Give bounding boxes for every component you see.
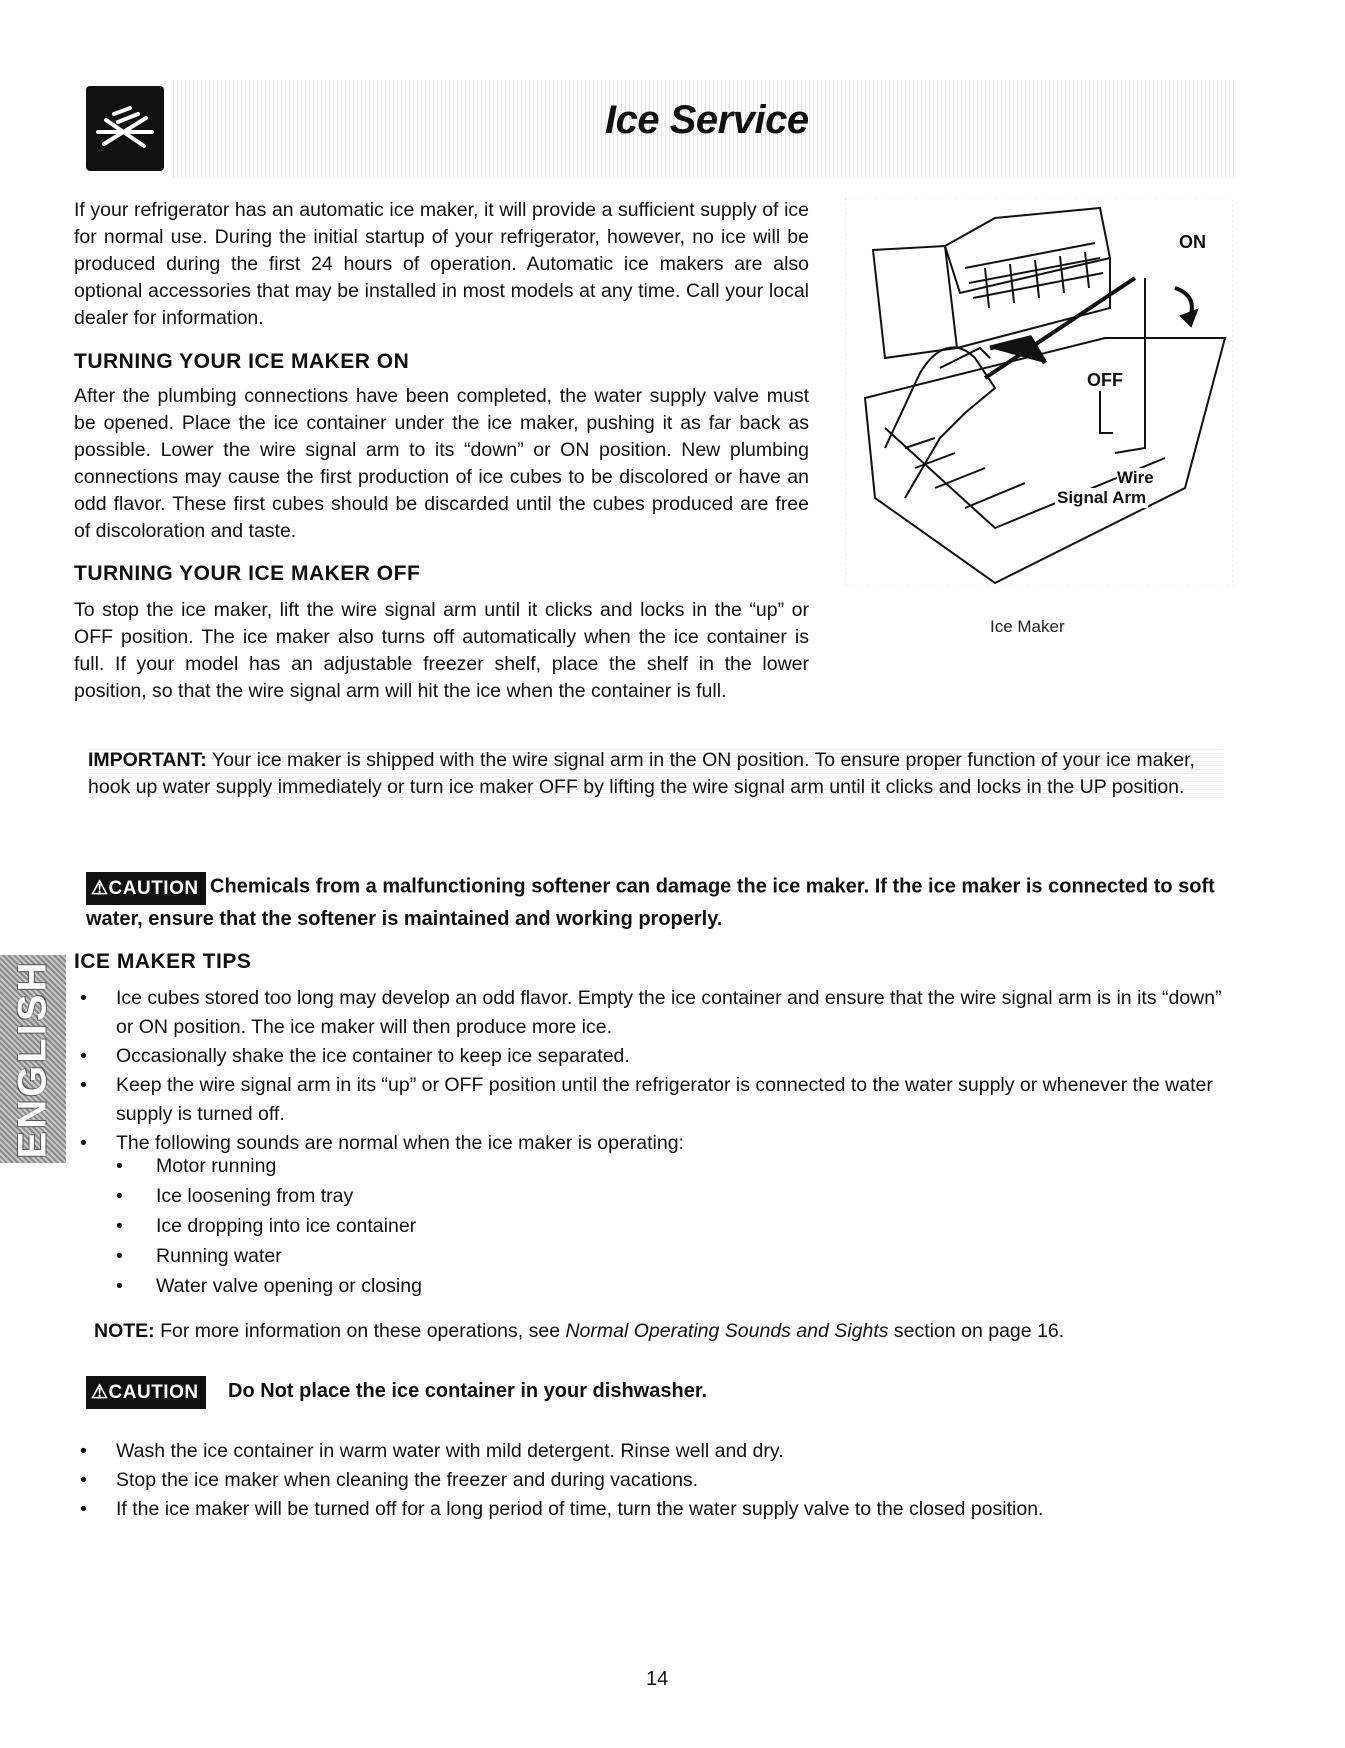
section-body-on: After the plumbing connections have been completed, the water supply valve must be opened. Place the ice container under the ice maker, pushing it as far back as possible. Lower the wire signal arm to its “down” or ON position. New plumbing connections may cause the first production of ice cubes to be discolored or have an odd flavor. These first cubes should be discarded until the cubes produced are free of discoloration and taste. xyxy=(74,385,809,542)
list-item: • The following sounds are normal when the ice maker is operating: xyxy=(76,1129,1236,1158)
note-reference: Normal Operating Sounds and Sights xyxy=(565,1320,889,1342)
snowflake-logo-icon xyxy=(86,86,164,171)
label-wire: Wire xyxy=(1117,468,1154,487)
list-item: • Running water xyxy=(116,1241,422,1271)
important-notice xyxy=(88,747,1223,801)
note-post: section on page 16. xyxy=(888,1320,1065,1342)
side-tab-label: ENGLISH xyxy=(10,959,55,1159)
list-item: • If the ice maker will be turned off for a long period of time, turn the water supply valve to the closed position. xyxy=(76,1495,1236,1524)
sounds-list xyxy=(116,1151,422,1301)
list-item: • Ice loosening from tray xyxy=(116,1181,422,1211)
important-label: IMPORTANT: xyxy=(88,749,207,771)
list-item: • Water valve opening or closing xyxy=(116,1271,422,1301)
intro-paragraph: If your refrigerator has an automatic ice maker, it will provide a sufficient supply of ice for normal use. During the initial startup of your refrigerator, however, no ice will be produced during the first 24 hours of operation. Automatic ice makers are also optional accessories that may be installed in most models at any time. Call your local dealer for information. xyxy=(74,199,809,329)
page-title: Ice Service xyxy=(605,98,809,142)
note-pre: For more information on these operations, see xyxy=(154,1320,566,1342)
figure-caption: Ice Maker xyxy=(990,617,1065,636)
caution-softener xyxy=(86,872,1226,935)
section-heading-off: TURNING YOUR ICE MAKER OFF xyxy=(74,562,421,585)
label-on: ON xyxy=(1179,232,1206,252)
label-signal-arm: Signal Arm xyxy=(1057,488,1147,507)
ice-maker-drawing xyxy=(845,198,1233,586)
list-item: • Motor running xyxy=(116,1151,422,1181)
page-number: 14 xyxy=(646,1668,669,1690)
tips-list xyxy=(76,984,1236,1158)
list-item: • Ice cubes stored too long may develop an odd flavor. Empty the ice container and ensure that the wire signal arm is in its “down” or ON position. The ice maker will then produce more ice. xyxy=(76,984,1236,1042)
list-item: • Keep the wire signal arm in its “up” or OFF position until the refrigerator is connected to the water supply or whenever the water supply is turned off. xyxy=(76,1071,1236,1129)
caution-text: Chemicals from a malfunctioning softener can damage the ice maker. If the ice maker is connected to soft water, ensure that the softener is maintained and working properly. xyxy=(86,875,1215,930)
ice-maker-illustration xyxy=(845,198,1233,586)
label-off: OFF xyxy=(1087,370,1123,390)
caution-text: Do Not place the ice container in your dishwasher. xyxy=(228,1379,708,1402)
list-item: • Stop the ice maker when cleaning the freezer and during vacations. xyxy=(76,1466,1236,1495)
note-label: NOTE: xyxy=(94,1320,155,1342)
list-item: • Wash the ice container in warm water with mild detergent. Rinse well and dry. xyxy=(76,1437,1236,1466)
language-side-tab xyxy=(0,955,66,1163)
important-text: Your ice maker is shipped with the wire signal arm in the ON position. To ensure proper function of your ice maker, hook up water supply immediately or turn ice maker OFF by lifting the wire signal arm until it clicks and locks in the UP position. xyxy=(88,749,1195,798)
list-item: • Occasionally shake the ice container to keep ice separated. xyxy=(76,1042,1236,1071)
note-paragraph xyxy=(94,1318,1064,1345)
list-item: • Ice dropping into ice container xyxy=(116,1211,422,1241)
cleaning-list xyxy=(76,1437,1236,1524)
section-body-off: To stop the ice maker, lift the wire signal arm until it clicks and locks in the “up” or OFF position. The ice maker also turns off automatically when the ice container is full. If your model has an adjustable freezer shelf, place the shelf in the lower position, so that the wire signal arm will hit the ice when the container is full. xyxy=(74,599,809,702)
caution-dishwasher xyxy=(86,1376,1226,1409)
caution-badge: ⚠CAUTION xyxy=(86,1376,206,1409)
caution-badge: ⚠CAUTION xyxy=(86,872,206,905)
section-heading-on: TURNING YOUR ICE MAKER ON xyxy=(74,350,410,373)
tips-heading: ICE MAKER TIPS xyxy=(74,950,252,973)
